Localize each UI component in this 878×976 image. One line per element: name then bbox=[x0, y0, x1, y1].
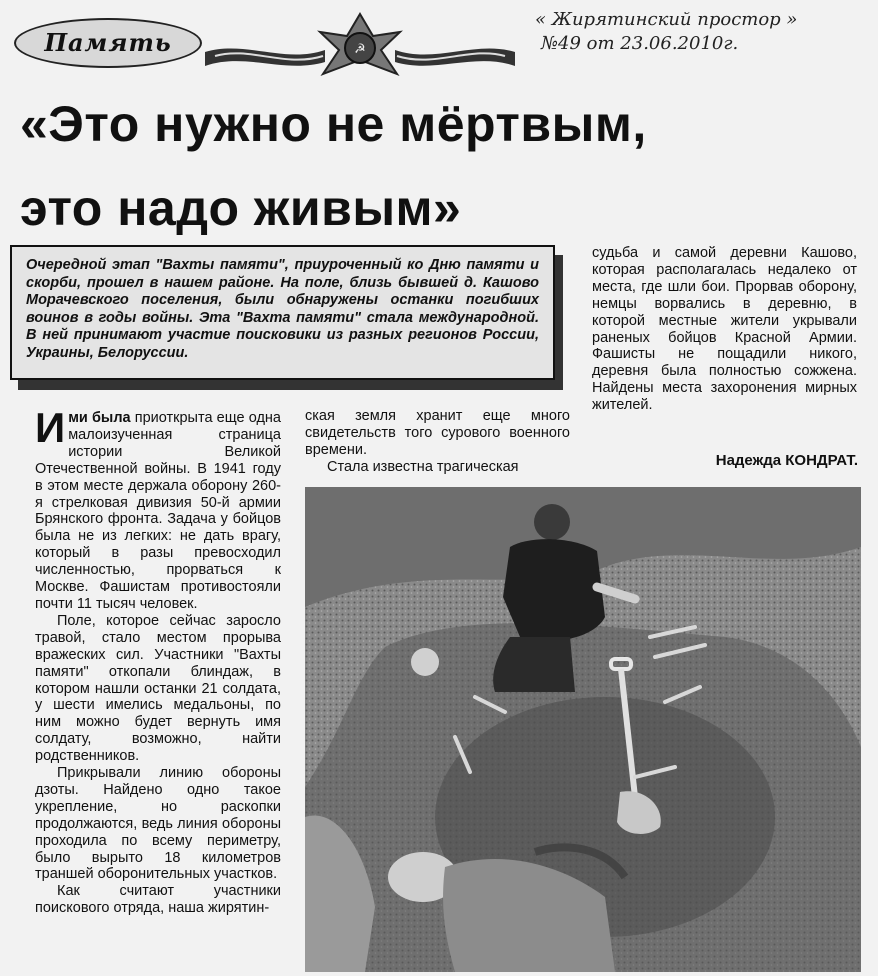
order-of-patriotic-war-emblem bbox=[205, 12, 515, 80]
paragraph-1-text: приоткрыта еще одна малоизученная страница истории Великой Отечественной войны. В 1941 году в этом месте держала оборону 260-я стрелковая дивизия 50-й армии Брянского фронта. Задача у бойцов была не из легких: не дать врагу, который в разы превосходил численностью, прорваться к Москве. Фашистам противостояли почти 11 тысяч человек. bbox=[35, 410, 281, 612]
article-column-2-paragraph-2: Стала известна трагическая bbox=[327, 458, 519, 475]
lead-text: Очередной этап "Вахты памяти", приуроченный ко Дню памяти и скорби, прошел в нашем районе. На поле, близь бывшей д. Кашово Морачевского поселения, были обнаружены останки погибших воинов в годы войны. Эта "Вахта памяти" стала международной. В ней принимают участие поисковики из разных регионов России, Украины, Белоруссии. bbox=[26, 257, 539, 361]
lead-words: ми была bbox=[68, 410, 131, 426]
rubric-label: Память bbox=[44, 28, 172, 57]
article-paragraph-2: Поле, которое сейчас заросло травой, стало местом прорыва вражеских сил. Участники "Вахты памяти" откопали блиндаж, в котором нашли останки 21 солдата, у шести имелись медальоны, по ним можно будет вернуть имя солдату, возможно, найти родственников. bbox=[35, 612, 281, 765]
article-column-3 bbox=[592, 245, 857, 414]
author-signature: Надежда КОНДРАТ. bbox=[715, 452, 858, 469]
article-paragraph-1 bbox=[35, 404, 281, 613]
drop-cap: И bbox=[35, 404, 66, 451]
handwritten-source-note bbox=[535, 8, 865, 56]
handnote-newspaper: « Жирятинский простор » bbox=[535, 9, 798, 30]
headline-line-2: это надо живым» bbox=[20, 180, 462, 236]
article-column-1 bbox=[35, 404, 281, 917]
rubric-oval bbox=[14, 18, 202, 68]
article-paragraph-4: Как считают участники поискового отряда, наша жирятин- bbox=[35, 883, 281, 917]
lead-box bbox=[10, 245, 570, 395]
lead-box-frame bbox=[10, 245, 555, 380]
article-column-2-paragraph-1: ская земля хранит еще много свидетельств того сурового военного времени. bbox=[305, 408, 570, 458]
headline-line-1: «Это нужно не мёртвым, bbox=[20, 96, 647, 152]
headline bbox=[20, 82, 870, 250]
skull bbox=[411, 648, 439, 676]
article-paragraph-3: Прикрывали линию обороны дзоты. Найдено одно такое укрепление, но раскопки продолжаются, ведь линия обороны проходила по всему периметру, было вырыто 18 километров траншей оборонительных участков. bbox=[35, 765, 281, 883]
svg-text:☭: ☭ bbox=[354, 42, 366, 57]
excavation-photo bbox=[305, 487, 861, 972]
article-column-2 bbox=[305, 408, 570, 476]
article-column-3-paragraph-1: судьба и самой деревни Кашово, которая располагалась недалеко от места, где шли бои. Прорвав оборону, немцы ворвались в деревню, в которой местные жители укрывали раненых бойцов Красной Армии. Фашисты не пощадили никого, деревня была полностью сожжена. Найдены места захоронения мирных жителей. bbox=[592, 245, 857, 414]
handnote-issue: №49 от 23.06.2010г. bbox=[541, 33, 739, 54]
